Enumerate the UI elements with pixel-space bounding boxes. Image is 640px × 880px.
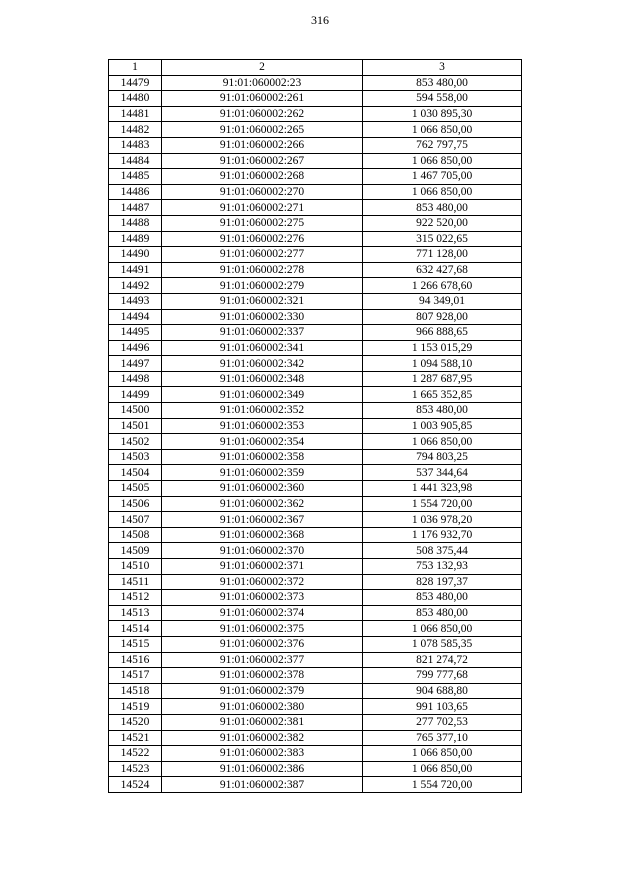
table-row — [109, 668, 522, 684]
row-number-cell: 14516 — [109, 652, 162, 668]
cadastral-number-cell: 91:01:060002:279 — [162, 278, 363, 294]
cadastral-value-cell: 1 554 720,00 — [363, 496, 522, 512]
table-body — [109, 75, 522, 792]
table-row — [109, 293, 522, 309]
table-row — [109, 559, 522, 575]
cadastral-value-cell: 1 066 850,00 — [363, 153, 522, 169]
cadastral-value-cell: 315 022,65 — [363, 231, 522, 247]
cadastral-value-cell: 1 665 352,85 — [363, 387, 522, 403]
row-number-cell: 14517 — [109, 668, 162, 684]
table-row — [109, 621, 522, 637]
row-number-cell: 14487 — [109, 200, 162, 216]
cadastral-number-cell: 91:01:060002:373 — [162, 590, 363, 606]
row-number-cell: 14494 — [109, 309, 162, 325]
cadastral-number-cell: 91:01:060002:359 — [162, 465, 363, 481]
cadastral-value-cell: 762 797,75 — [363, 137, 522, 153]
row-number-cell: 14501 — [109, 418, 162, 434]
row-number-cell: 14518 — [109, 683, 162, 699]
cadastral-value-cell: 1 078 585,35 — [363, 636, 522, 652]
row-number-cell: 14485 — [109, 169, 162, 185]
table-row — [109, 777, 522, 793]
table-row — [109, 605, 522, 621]
cadastral-number-cell: 91:01:060002:371 — [162, 559, 363, 575]
table-row — [109, 699, 522, 715]
cadastral-number-cell: 91:01:060002:275 — [162, 215, 363, 231]
cadastral-value-cell: 853 480,00 — [363, 75, 522, 91]
cadastral-value-cell: 632 427,68 — [363, 262, 522, 278]
row-number-cell: 14504 — [109, 465, 162, 481]
cadastral-number-cell: 91:01:060002:271 — [162, 200, 363, 216]
table-row — [109, 714, 522, 730]
row-number-cell: 14511 — [109, 574, 162, 590]
row-number-cell: 14491 — [109, 262, 162, 278]
column-header-number: 1 — [109, 60, 162, 76]
cadastral-value-cell: 828 197,37 — [363, 574, 522, 590]
cadastral-number-cell: 91:01:060002:270 — [162, 184, 363, 200]
table-row — [109, 215, 522, 231]
table-row — [109, 153, 522, 169]
cadastral-number-cell: 91:01:060002:337 — [162, 325, 363, 341]
table-row — [109, 465, 522, 481]
cadastral-value-cell: 765 377,10 — [363, 730, 522, 746]
row-number-cell: 14521 — [109, 730, 162, 746]
row-number-cell: 14486 — [109, 184, 162, 200]
cadastral-number-cell: 91:01:060002:360 — [162, 481, 363, 497]
cadastral-value-cell: 1 554 720,00 — [363, 777, 522, 793]
table-row — [109, 231, 522, 247]
table-row — [109, 730, 522, 746]
cadastral-value-cell: 1 287 687,95 — [363, 371, 522, 387]
table-row — [109, 309, 522, 325]
row-number-cell: 14514 — [109, 621, 162, 637]
cadastral-value-cell: 508 375,44 — [363, 543, 522, 559]
table-row — [109, 169, 522, 185]
cadastral-number-cell: 91:01:060002:372 — [162, 574, 363, 590]
cadastral-value-cell: 1 266 678,60 — [363, 278, 522, 294]
table-row — [109, 683, 522, 699]
row-number-cell: 14506 — [109, 496, 162, 512]
cadastral-value-cell: 966 888,65 — [363, 325, 522, 341]
cadastral-value-cell: 853 480,00 — [363, 605, 522, 621]
cadastral-number-cell: 91:01:060002:342 — [162, 356, 363, 372]
cadastral-value-cell: 1 066 850,00 — [363, 122, 522, 138]
row-number-cell: 14483 — [109, 137, 162, 153]
table-row — [109, 106, 522, 122]
cadastral-number-cell: 91:01:060002:261 — [162, 91, 363, 107]
table-row — [109, 574, 522, 590]
row-number-cell: 14524 — [109, 777, 162, 793]
row-number-cell: 14493 — [109, 293, 162, 309]
cadastral-value-cell: 1 003 905,85 — [363, 418, 522, 434]
row-number-cell: 14522 — [109, 746, 162, 762]
row-number-cell: 14484 — [109, 153, 162, 169]
cadastral-number-cell: 91:01:060002:368 — [162, 527, 363, 543]
cadastral-value-cell: 94 349,01 — [363, 293, 522, 309]
table-row — [109, 325, 522, 341]
cadastral-number-cell: 91:01:060002:268 — [162, 169, 363, 185]
row-number-cell: 14503 — [109, 449, 162, 465]
table-row — [109, 356, 522, 372]
row-number-cell: 14505 — [109, 481, 162, 497]
cadastral-number-cell: 91:01:060002:376 — [162, 636, 363, 652]
row-number-cell: 14489 — [109, 231, 162, 247]
cadastral-value-cell: 1 036 978,20 — [363, 512, 522, 528]
cadastral-number-cell: 91:01:060002:348 — [162, 371, 363, 387]
cadastral-number-cell: 91:01:060002:386 — [162, 761, 363, 777]
table-row — [109, 278, 522, 294]
cadastral-value-cell: 1 441 323,98 — [363, 481, 522, 497]
cadastral-number-cell: 91:01:060002:23 — [162, 75, 363, 91]
cadastral-number-cell: 91:01:060002:349 — [162, 387, 363, 403]
cadastral-value-cell: 794 803,25 — [363, 449, 522, 465]
table-row — [109, 340, 522, 356]
table-row — [109, 652, 522, 668]
cadastral-value-cell: 922 520,00 — [363, 215, 522, 231]
row-number-cell: 14496 — [109, 340, 162, 356]
row-number-cell: 14508 — [109, 527, 162, 543]
cadastral-value-cell: 991 103,65 — [363, 699, 522, 715]
cadastral-number-cell: 91:01:060002:383 — [162, 746, 363, 762]
table-row — [109, 403, 522, 419]
table-header-row — [109, 60, 522, 76]
cadastral-number-cell: 91:01:060002:266 — [162, 137, 363, 153]
row-number-cell: 14520 — [109, 714, 162, 730]
row-number-cell: 14490 — [109, 247, 162, 263]
column-header-cadastral-number: 2 — [162, 60, 363, 76]
cadastral-number-cell: 91:01:060002:278 — [162, 262, 363, 278]
row-number-cell: 14488 — [109, 215, 162, 231]
cadastral-value-table — [108, 59, 522, 793]
row-number-cell: 14507 — [109, 512, 162, 528]
row-number-cell: 14480 — [109, 91, 162, 107]
row-number-cell: 14509 — [109, 543, 162, 559]
table-row — [109, 746, 522, 762]
table-row — [109, 200, 522, 216]
row-number-cell: 14510 — [109, 559, 162, 575]
cadastral-value-cell: 1 066 850,00 — [363, 184, 522, 200]
cadastral-number-cell: 91:01:060002:382 — [162, 730, 363, 746]
cadastral-value-cell: 1 066 850,00 — [363, 746, 522, 762]
cadastral-number-cell: 91:01:060002:276 — [162, 231, 363, 247]
row-number-cell: 14498 — [109, 371, 162, 387]
row-number-cell: 14519 — [109, 699, 162, 715]
cadastral-number-cell: 91:01:060002:321 — [162, 293, 363, 309]
table-row — [109, 122, 522, 138]
cadastral-number-cell: 91:01:060002:352 — [162, 403, 363, 419]
cadastral-number-cell: 91:01:060002:378 — [162, 668, 363, 684]
table-row — [109, 527, 522, 543]
table-row — [109, 184, 522, 200]
cadastral-value-cell: 1 153 015,29 — [363, 340, 522, 356]
cadastral-value-cell: 853 480,00 — [363, 590, 522, 606]
cadastral-number-cell: 91:01:060002:330 — [162, 309, 363, 325]
table-row — [109, 543, 522, 559]
row-number-cell: 14500 — [109, 403, 162, 419]
cadastral-value-cell: 1 066 850,00 — [363, 621, 522, 637]
table-row — [109, 496, 522, 512]
cadastral-value-cell: 277 702,53 — [363, 714, 522, 730]
cadastral-value-cell: 1 094 588,10 — [363, 356, 522, 372]
table-row — [109, 371, 522, 387]
cadastral-number-cell: 91:01:060002:367 — [162, 512, 363, 528]
row-number-cell: 14502 — [109, 434, 162, 450]
table-row — [109, 75, 522, 91]
cadastral-number-cell: 91:01:060002:381 — [162, 714, 363, 730]
cadastral-value-cell: 594 558,00 — [363, 91, 522, 107]
cadastral-number-cell: 91:01:060002:387 — [162, 777, 363, 793]
cadastral-number-cell: 91:01:060002:262 — [162, 106, 363, 122]
cadastral-number-cell: 91:01:060002:379 — [162, 683, 363, 699]
cadastral-number-cell: 91:01:060002:370 — [162, 543, 363, 559]
table-row — [109, 262, 522, 278]
cadastral-value-cell: 853 480,00 — [363, 403, 522, 419]
row-number-cell: 14495 — [109, 325, 162, 341]
column-header-value: 3 — [363, 60, 522, 76]
cadastral-value-cell: 853 480,00 — [363, 200, 522, 216]
row-number-cell: 14499 — [109, 387, 162, 403]
row-number-cell: 14482 — [109, 122, 162, 138]
table-row — [109, 636, 522, 652]
cadastral-number-cell: 91:01:060002:353 — [162, 418, 363, 434]
table-row — [109, 91, 522, 107]
cadastral-number-cell: 91:01:060002:341 — [162, 340, 363, 356]
cadastral-value-cell: 1 066 850,00 — [363, 761, 522, 777]
row-number-cell: 14515 — [109, 636, 162, 652]
cadastral-number-cell: 91:01:060002:377 — [162, 652, 363, 668]
cadastral-value-cell: 1 030 895,30 — [363, 106, 522, 122]
table-row — [109, 761, 522, 777]
row-number-cell: 14512 — [109, 590, 162, 606]
cadastral-value-cell: 753 132,93 — [363, 559, 522, 575]
cadastral-number-cell: 91:01:060002:265 — [162, 122, 363, 138]
cadastral-value-cell: 1 066 850,00 — [363, 434, 522, 450]
table-row — [109, 418, 522, 434]
row-number-cell: 14497 — [109, 356, 162, 372]
table-row — [109, 387, 522, 403]
cadastral-value-cell: 807 928,00 — [363, 309, 522, 325]
cadastral-value-cell: 537 344,64 — [363, 465, 522, 481]
cadastral-value-cell: 1 467 705,00 — [363, 169, 522, 185]
cadastral-number-cell: 91:01:060002:380 — [162, 699, 363, 715]
page-number: 316 — [311, 13, 329, 27]
table-row — [109, 137, 522, 153]
cadastral-number-cell: 91:01:060002:374 — [162, 605, 363, 621]
table-row — [109, 590, 522, 606]
table-row — [109, 481, 522, 497]
row-number-cell: 14523 — [109, 761, 162, 777]
cadastral-value-cell: 799 777,68 — [363, 668, 522, 684]
table-row — [109, 449, 522, 465]
cadastral-number-cell: 91:01:060002:375 — [162, 621, 363, 637]
cadastral-number-cell: 91:01:060002:354 — [162, 434, 363, 450]
table-row — [109, 434, 522, 450]
row-number-cell: 14492 — [109, 278, 162, 294]
cadastral-number-cell: 91:01:060002:362 — [162, 496, 363, 512]
cadastral-number-cell: 91:01:060002:277 — [162, 247, 363, 263]
cadastral-value-cell: 821 274,72 — [363, 652, 522, 668]
cadastral-value-cell: 1 176 932,70 — [363, 527, 522, 543]
row-number-cell: 14481 — [109, 106, 162, 122]
row-number-cell: 14513 — [109, 605, 162, 621]
cadastral-value-cell: 904 688,80 — [363, 683, 522, 699]
table-row — [109, 247, 522, 263]
cadastral-number-cell: 91:01:060002:267 — [162, 153, 363, 169]
row-number-cell: 14479 — [109, 75, 162, 91]
table-row — [109, 512, 522, 528]
cadastral-value-cell: 771 128,00 — [363, 247, 522, 263]
cadastral-number-cell: 91:01:060002:358 — [162, 449, 363, 465]
